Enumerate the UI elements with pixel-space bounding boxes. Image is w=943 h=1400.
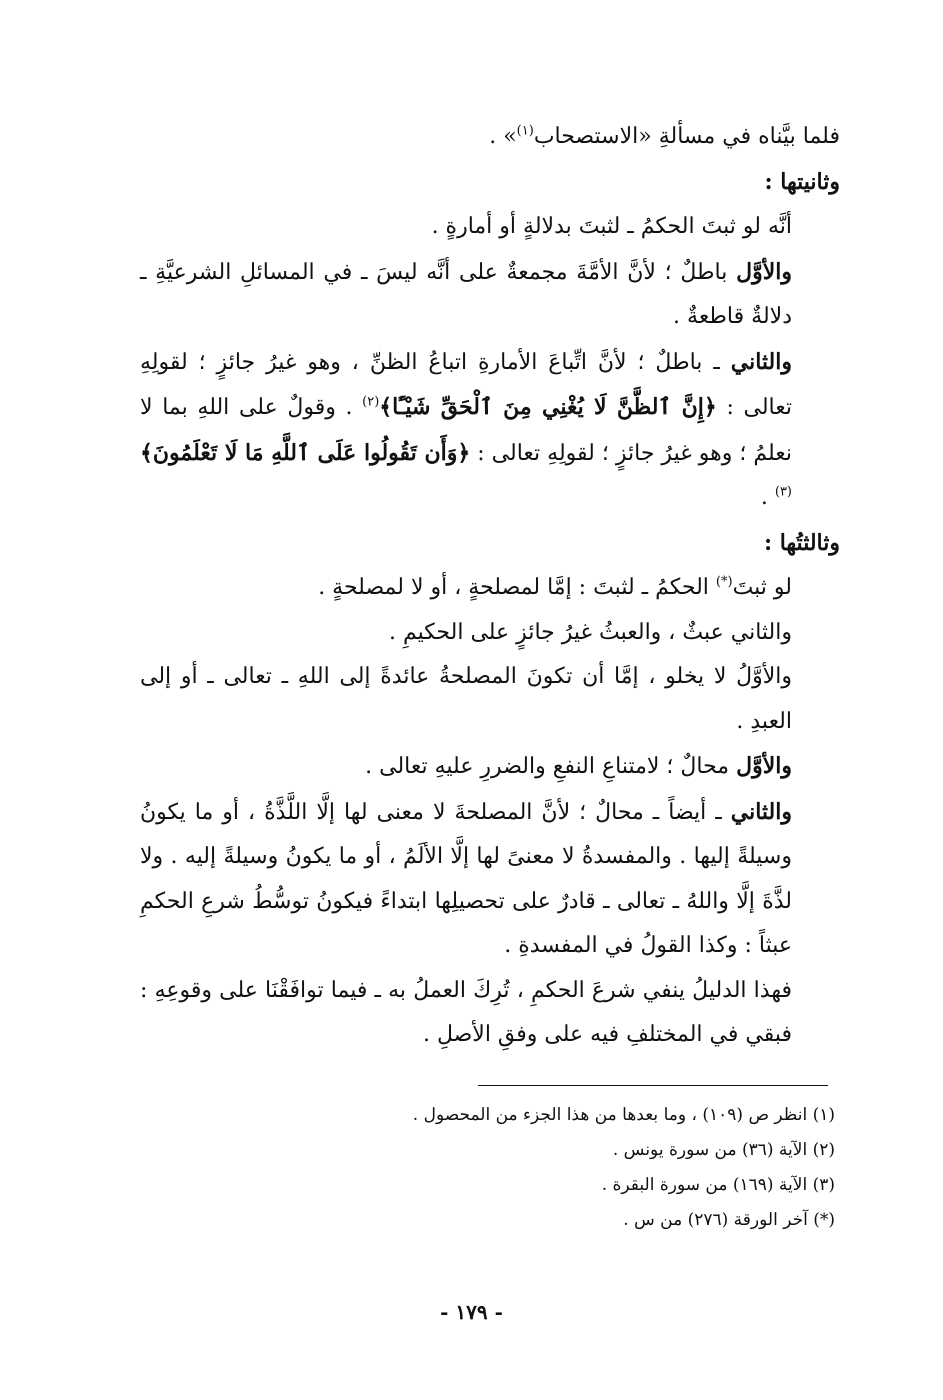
footnote-1: (١) انظر ص (١٠٩) ، وما بعدها من هذا الجزء من المحصول . (412, 1105, 835, 1125)
main-text (140, 115, 840, 1058)
para-conclusion: فهذا الدليلُ ينفي شرعَ الحكمِ ، تُرِكَ العملُ به ـ فيما توافَقْنَا على وقوعِهِ : فبقي في المختلفِ فيه على وفقِ الأصلِ . (140, 977, 792, 1047)
footnote-ref-2[interactable]: (٢) (362, 394, 380, 410)
footnote-ref-1[interactable]: (١) (516, 123, 534, 139)
footnote-2: (٢) الآية (٣٦) من سورة يونس . (612, 1140, 835, 1160)
para-first-false: والأوَّل باطلٌ ؛ لأنَّ الأمَّةَ مجمعةٌ على أنَّه ليسَ ـ في المسائلِ الشرعيَّةِ ـ دلالةٌ قاطعةٌ . (140, 258, 792, 329)
footnote-3: (٣) الآية (١٦٩) من سورة البقرة . (601, 1175, 835, 1195)
heading-third: وثالثتُها : (763, 529, 840, 556)
para-futility: والثاني عبثٌ ، والعبثُ غيرُ جائزٍ على الحكيمِ . (389, 619, 792, 645)
footnote-ref-star[interactable]: (*) (715, 574, 733, 590)
para-first-impossible: والأوَّل محالٌ ؛ لامتناعِ النفعِ والضررِ عليهِ تعالى . (365, 753, 792, 779)
footnote-star: (*) آخر الورقة (٢٧٦) من س . (623, 1210, 835, 1230)
quran-quote-2: ﴿وَأَن تَقُولُوا عَلَى ٱللَّهِ مَا لَا تَعْلَمُونَ﴾ (140, 439, 471, 466)
heading-second: وثانيتها : (764, 168, 840, 195)
footnotes (140, 1098, 835, 1238)
footnote-ref-3[interactable]: (٣) (774, 484, 792, 500)
para-premise: أنَّه لو ثبتَ الحكمُ ـ لثبتَ بدلالةٍ أو أمارةٍ . (431, 214, 792, 239)
page-number: - ١٧٩ - (440, 1300, 503, 1324)
para-second-false: والثاني ـ باطلٌ ؛ لأنَّ اتِّباعَ الأمارةِ اتباعُ الظنِّ ، وهو غيرُ جائزٍ ؛ لقولِهِ تعالى : ﴿إِنَّ ٱلظَّنَّ لَا يُغْنِي مِنَ ٱلْحَقِّ شَيْـًٔا﴾$^{(٢)}$ . وقولٌ على اللهِ بما لا نعلمُ ؛ وهو غيرُ جائزٍ ؛ لقولِهِ تعالى : ﴿وَأَن تَقُولُوا عَلَى ٱللَّهِ مَا لَا تَعْلَمُونَ﴾$^{(٣)}$ . (140, 348, 792, 510)
para-second-impossible: والثاني ـ أيضاً ـ محالٌ ؛ لأنَّ المصلحةَ لا معنى لها إلَّا اللَّذَّةُ ، أو ما يكونُ وسيلةً إليها . والمفسدةُ لا معنىً لها إلَّا الألَمُ ، أو ما يكونُ وسيلةً إليه . ولا لذَّةَ إلَّا واللهُ ـ تعالى ـ قادرٌ على تحصيلِها ابتداءً فيكونُ توسُّطُ شرعِ الحكمِ عبثاً : وكذا القولُ في المفسدةِ . (140, 798, 792, 958)
para-interest: والأوَّلُ لا يخلو ، إمَّا أن تكونَ المصلحةُ عائدةً إلى اللهِ ـ تعالى ـ أو إلى العبدِ . (140, 664, 792, 734)
quran-quote-1: ﴿إِنَّ ٱلظَّنَّ لَا يُغْنِي مِنَ ٱلْحَقِّ شَيْـًٔا﴾ (379, 394, 717, 420)
para-wisdom: لو ثبتَ(*) الحكمُ ـ لثبتَ : إمَّا لمصلحةٍ ، أو لا لمصلحةٍ . (318, 574, 792, 600)
footnote-divider (478, 1085, 828, 1086)
line-istishab: فلما بيَّناه في مسألةِ «الاستصحاب$^{(١)}$» . (489, 123, 840, 149)
